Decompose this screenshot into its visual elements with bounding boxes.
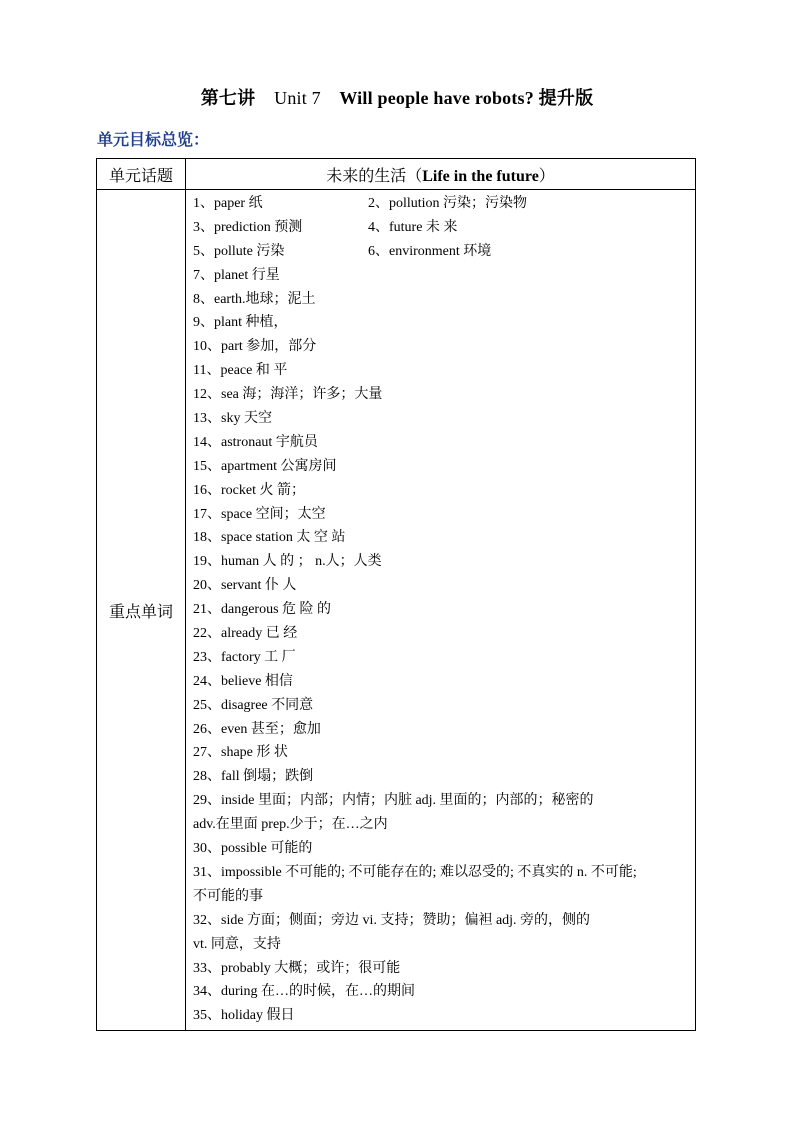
row-label-key-words: 重点单词 (97, 190, 186, 1031)
word-item: adv.在里面 prep.少于；在…之内 (193, 817, 388, 833)
word-item: 21、dangerous 危 险 的 (193, 602, 332, 618)
word-item: 1、paper 纸 (193, 196, 263, 211)
word-item: 19、human 人 的 ； n.人；人类 (193, 554, 382, 570)
topic-value-en: Life in the future (422, 167, 539, 185)
word-item: 23、factory 工 厂 (193, 649, 296, 665)
word-item: 29、inside 里面；内部；内情；内脏 adj. 里面的；内部的；秘密的 (193, 793, 594, 809)
word-item: 2、pollution 污染；污染物 (368, 196, 528, 211)
word-item: 28、fall 倒塌；跌倒 (193, 769, 314, 785)
word-item: 26、even 甚至；愈加 (193, 721, 321, 737)
word-pair-row (193, 192, 689, 216)
word-item: 35、holiday 假日 (193, 1008, 295, 1024)
word-item: 8、earth.地球；泥土 (193, 291, 316, 307)
title-level: 提升版 (538, 88, 594, 108)
topic-value-cn: 未来的生活（ (326, 167, 423, 185)
title-unit: Unit 7 (274, 88, 321, 108)
word-item: 31、impossible 不可能的; 不可能存在的; 难以忍受的; 不真实的 n. 不可能; (193, 864, 637, 880)
word-item: 18、space station 太 空 站 (193, 530, 346, 546)
word-item: 25、disagree 不同意 (193, 697, 314, 713)
word-item: 5、pollute 污染 (193, 243, 285, 259)
section-heading: 单元目标总览： (97, 132, 210, 149)
word-item: 34、during 在…的时候，在…的期间 (193, 984, 416, 1000)
word-item: 4、future 未 来 (368, 219, 458, 235)
vocab-table (96, 158, 696, 1031)
word-item: 32、side 方面；侧面；旁边 vi. 支持；赞助；偏袒 adj. 旁的，侧的 (193, 912, 591, 928)
table-body-row (97, 190, 696, 1031)
page-title (0, 84, 794, 110)
word-item: 15、apartment 公寓房间 (193, 458, 337, 474)
topic-value (186, 159, 696, 190)
word-item: 20、servant 仆 人 (193, 578, 297, 594)
topic-value-close: ） (538, 167, 555, 185)
word-item: 16、rocket 火 箭； (193, 482, 305, 498)
word-item: 30、possible 可能的 (193, 841, 313, 857)
word-item: 6、environment 环境 (368, 243, 492, 259)
title-lecture: 第七讲 (200, 88, 256, 108)
word-item: 12、sea 海；海洋；许多；大量 (193, 387, 383, 403)
word-pair-row (193, 240, 689, 264)
word-item: vt. 同意，支持 (193, 936, 281, 952)
title-question: Will people have robots? (339, 88, 534, 108)
word-item: 24、believe 相信 (193, 673, 293, 689)
word-pair-row (193, 216, 689, 240)
word-item: 33、probably 大概；或许；很可能 (193, 960, 401, 976)
word-item: 3、prediction 预测 (193, 219, 303, 235)
word-item: 7、planet 行星 (193, 267, 280, 283)
word-item: 27、shape 形 状 (193, 745, 288, 761)
word-item: 11、peace 和 平 (193, 363, 288, 379)
word-item: 22、already 已 经 (193, 626, 298, 642)
word-item: 9、plant 种植， (193, 315, 288, 331)
table-header-row (97, 159, 696, 190)
word-item: 13、sky 天空 (193, 411, 272, 427)
word-list (186, 190, 696, 1031)
word-item: 17、space 空间；太空 (193, 506, 326, 522)
topic-label: 单元话题 (97, 159, 186, 190)
word-item: 不可能的事 (193, 888, 263, 904)
word-item: 14、astronaut 宇航员 (193, 434, 318, 450)
word-item: 10、part 参加，部分 (193, 339, 317, 355)
